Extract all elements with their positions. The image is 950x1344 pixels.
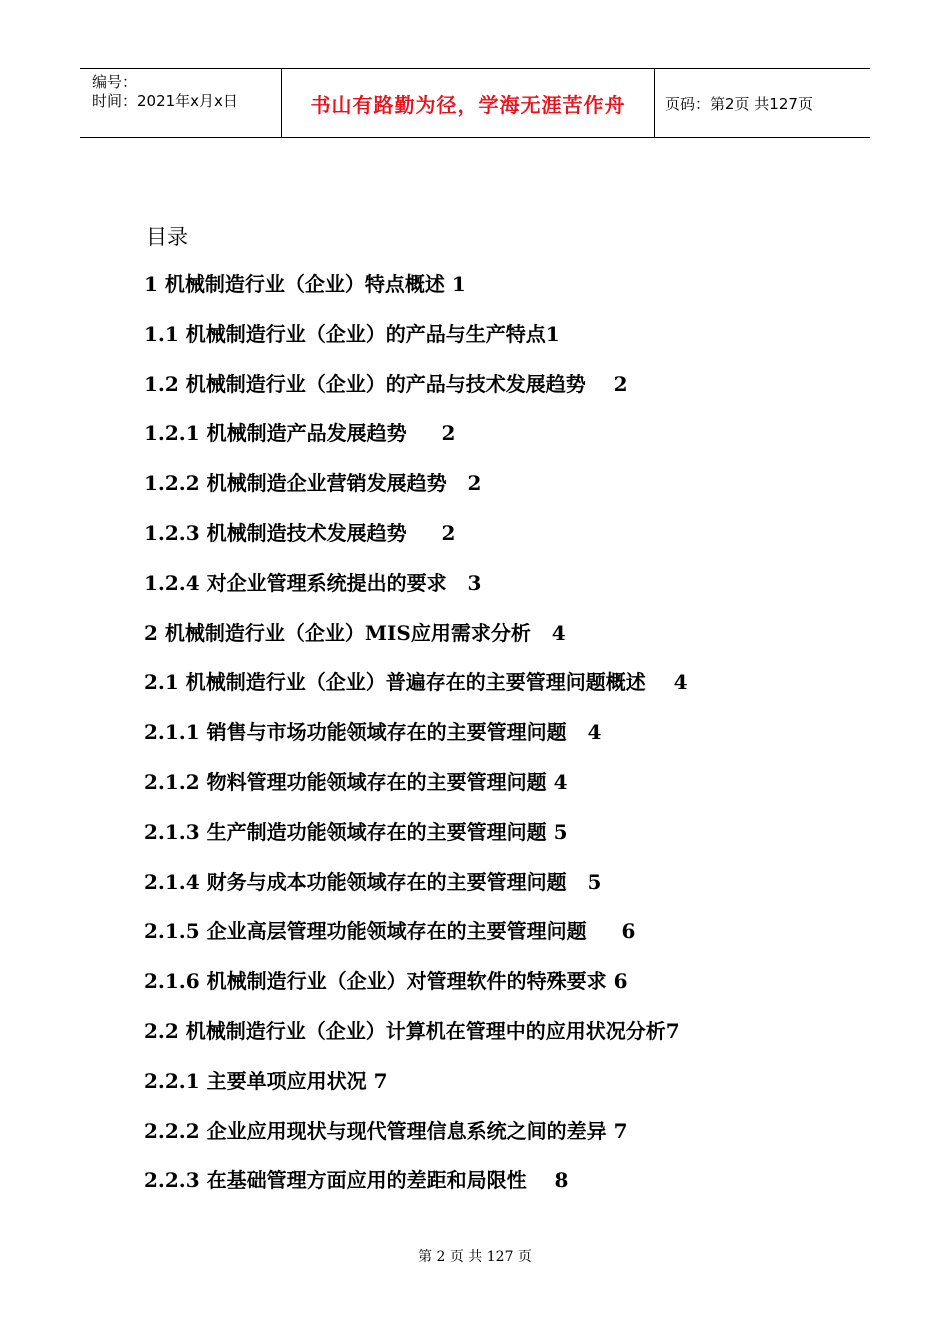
toc-item[interactable]: 1.1 机械制造行业（企业）的产品与生产特点1 — [144, 321, 560, 346]
toc-item[interactable]: 2 机械制造行业（企业）MIS应用需求分析 4 — [144, 620, 566, 645]
toc-list — [144, 269, 688, 1215]
toc-title: 目录 — [146, 225, 188, 249]
toc-item[interactable]: 1 机械制造行业（企业）特点概述 1 — [144, 272, 466, 296]
toc-item[interactable]: 1.2.1 机械制造产品发展趋势 2 — [144, 421, 456, 446]
header-right-cell — [655, 69, 870, 137]
page-header — [80, 68, 870, 138]
page-footer: 第 2 页 共 127 页 — [418, 1249, 532, 1265]
toc-item[interactable]: 2.2 机械制造行业（企业）计算机在管理中的应用状况分析7 — [144, 1018, 680, 1043]
toc-item[interactable]: 2.1.5 企业高层管理功能领域存在的主要管理问题 6 — [144, 919, 636, 944]
toc-item[interactable]: 2.2.1 主要单项应用状况 7 — [144, 1068, 388, 1093]
number-label: 编号： — [92, 73, 138, 91]
toc-item[interactable]: 1.2.3 机械制造技术发展趋势 2 — [144, 520, 456, 545]
toc-item[interactable]: 2.1.1 销售与市场功能领域存在的主要管理问题 4 — [144, 720, 602, 745]
toc-item[interactable]: 2.1.2 物料管理功能领域存在的主要管理问题 4 — [144, 769, 568, 794]
toc-item[interactable]: 2.1.4 财务与成本功能领域存在的主要管理问题 5 — [144, 869, 602, 894]
page-label: 页码：第2页 共127页 — [665, 94, 813, 113]
toc-item[interactable]: 2.2.2 企业应用现状与现代管理信息系统之间的差异 7 — [144, 1118, 628, 1143]
header-left-cell — [80, 69, 282, 137]
toc-item[interactable]: 2.2.3 在基础管理方面应用的差距和局限性 8 — [144, 1168, 569, 1193]
toc-item[interactable]: 1.2.2 机械制造企业营销发展趋势 2 — [144, 471, 482, 496]
toc-item[interactable]: 2.1 机械制造行业（企业）普遍存在的主要管理问题概述 4 — [144, 670, 688, 695]
toc-item[interactable]: 2.1.3 生产制造功能领域存在的主要管理问题 5 — [144, 819, 568, 844]
time-label: 时间：2021年x月x日 — [92, 92, 238, 110]
toc-item[interactable]: 1.2.4 对企业管理系统提出的要求 3 — [144, 570, 482, 595]
header-middle-cell — [282, 69, 655, 137]
toc-item[interactable]: 2.1.6 机械制造行业（企业）对管理软件的特殊要求 6 — [144, 969, 628, 994]
slogan: 书山有路勤为径，学海无涯苦作舟 — [310, 92, 626, 117]
toc-item[interactable]: 1.2 机械制造行业（企业）的产品与技术发展趋势 2 — [144, 371, 628, 396]
